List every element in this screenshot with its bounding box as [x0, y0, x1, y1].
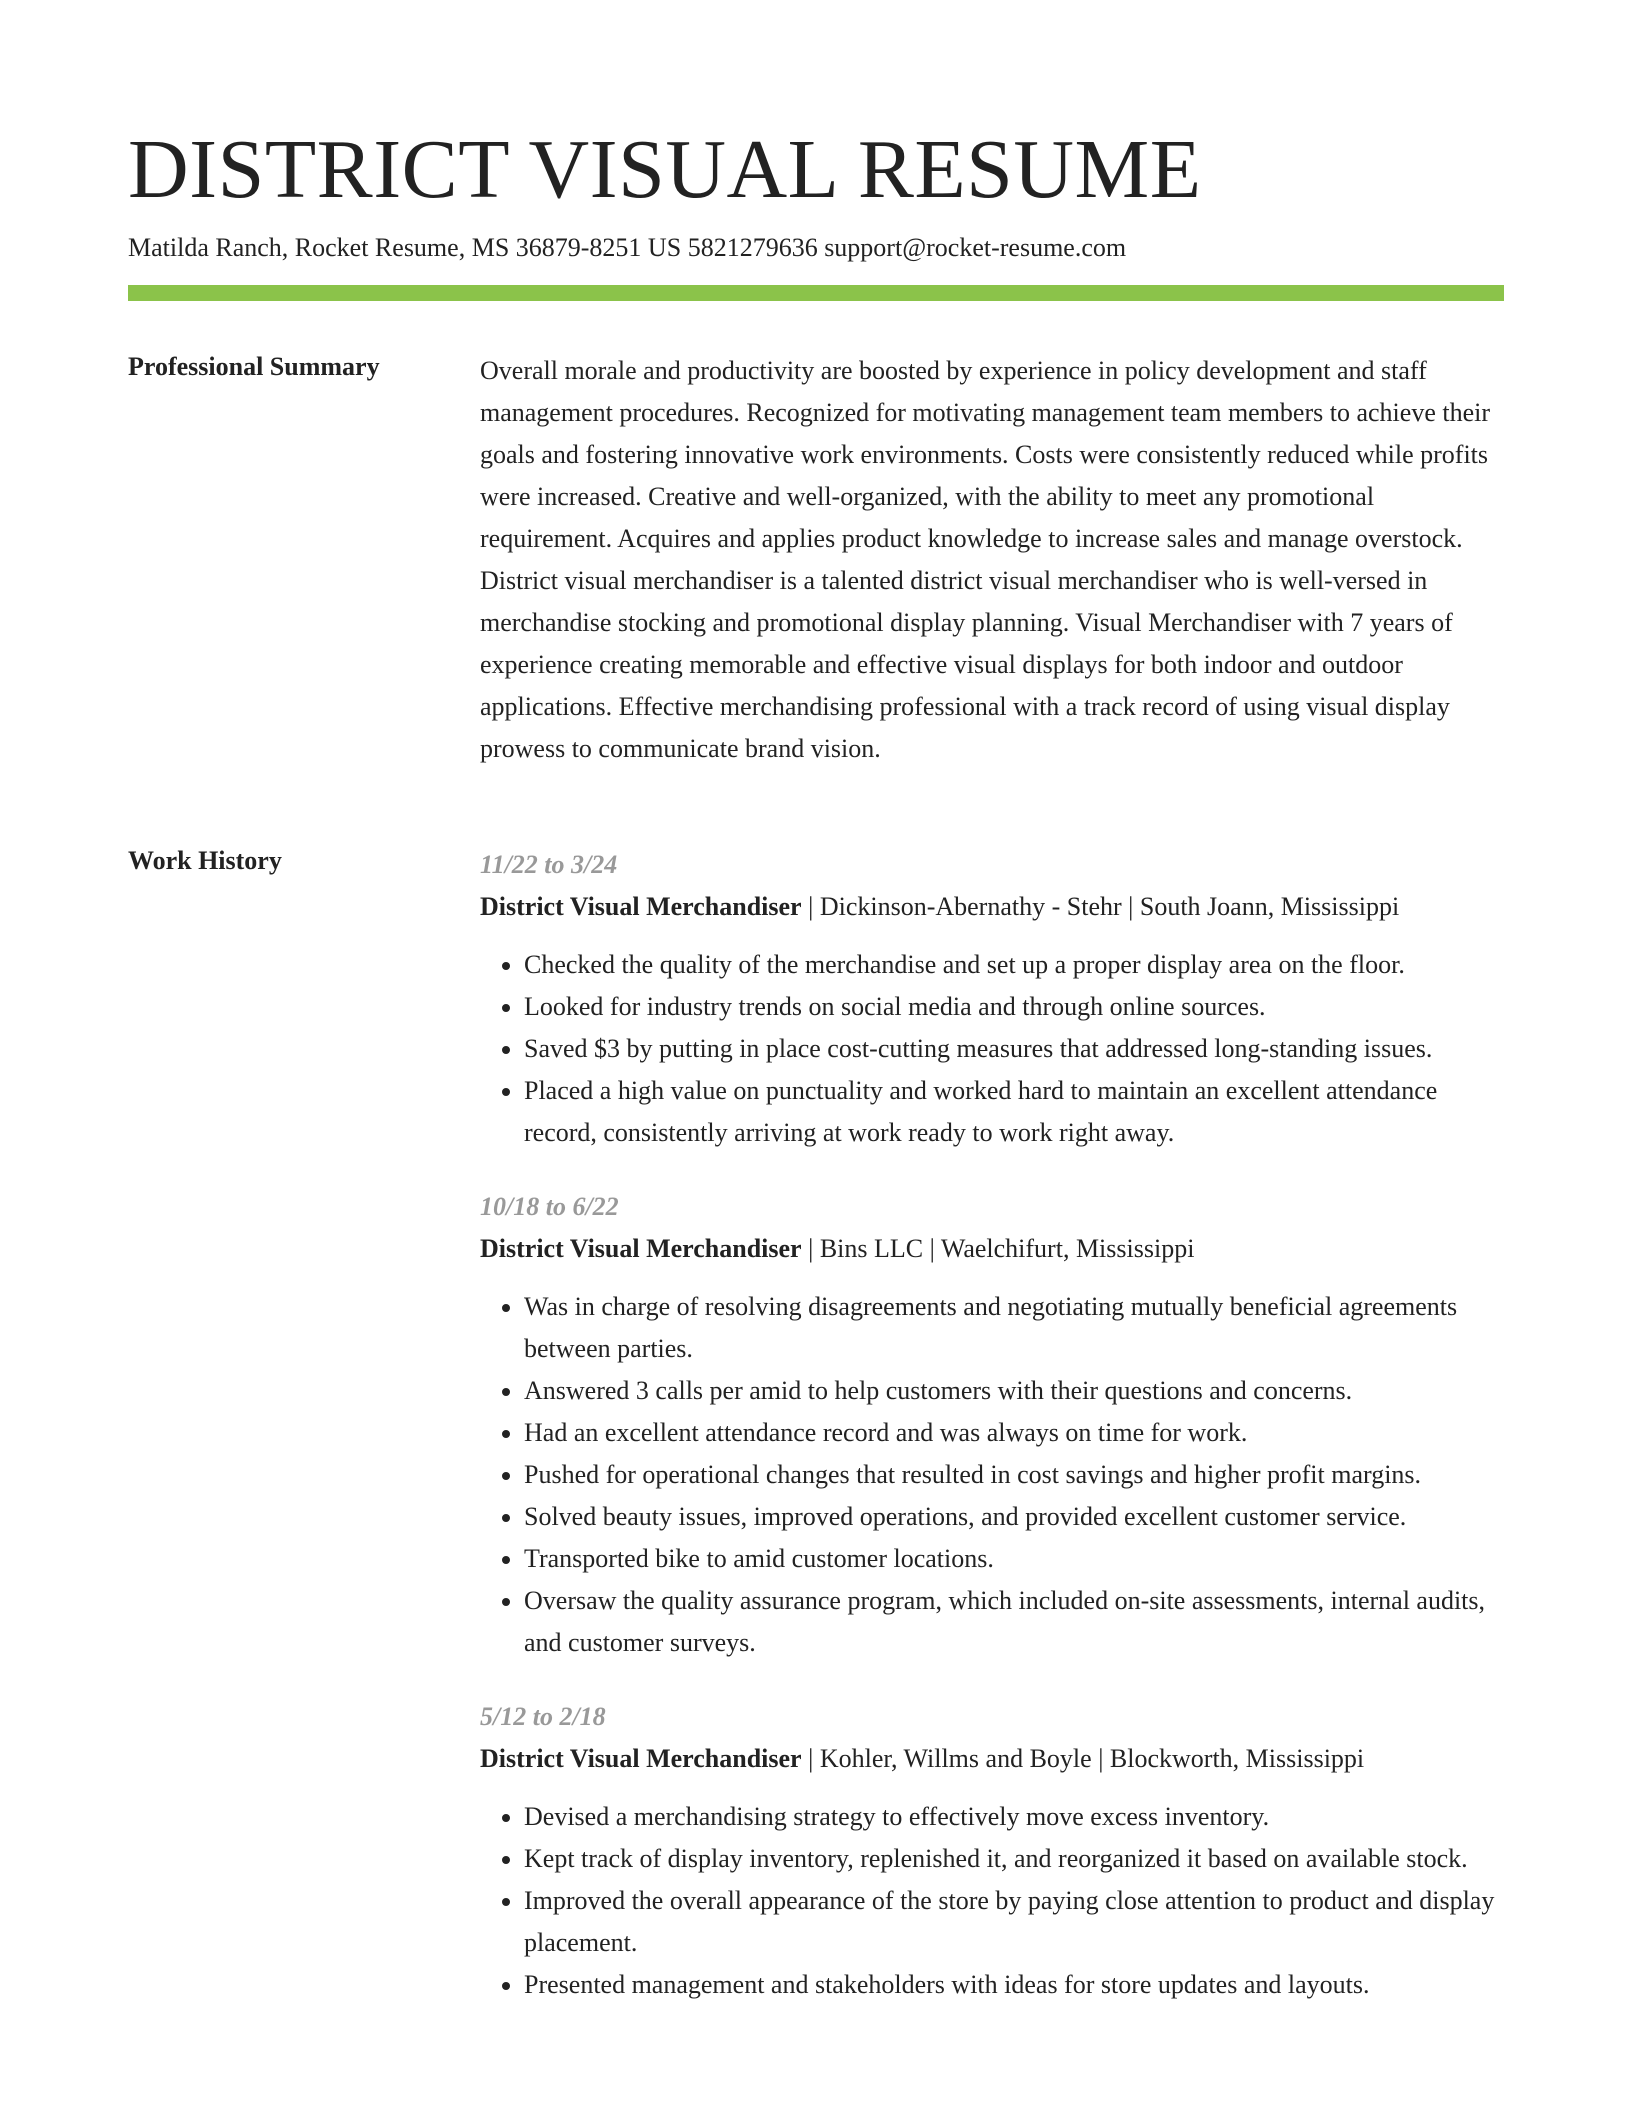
- job-heading: [480, 886, 1510, 928]
- work-history-section-label: Work History: [128, 846, 282, 875]
- job-location: South Joann, Mississippi: [1139, 892, 1400, 921]
- contact-phone: 5821279636: [687, 233, 818, 262]
- job-separator: |: [1128, 892, 1134, 921]
- job-bullet: • Placed a high value on punctuality and worked hard to maintain an excellent attendance record, consistently arriving at work ready to work right away.: [524, 1070, 1510, 1154]
- job-bullet: • Oversaw the quality assurance program, which included on-site assessments, internal audits, and customer surveys.: [524, 1580, 1510, 1664]
- job-title: District Visual Merchandiser: [480, 1234, 802, 1263]
- job-separator: |: [808, 1234, 814, 1263]
- job-bullet: • Was in charge of resolving disagreements and negotiating mutually beneficial agreements between parties.: [524, 1286, 1510, 1370]
- job-entry: [480, 1696, 1510, 2006]
- job-bullet: • Solved beauty issues, improved operations, and provided excellent customer service.: [524, 1496, 1510, 1538]
- job-separator: |: [808, 1744, 814, 1773]
- job-bullet-list: [480, 1286, 1510, 1664]
- job-bullet: • Improved the overall appearance of the store by paying close attention to product and display placement.: [524, 1880, 1510, 1964]
- job-separator: |: [808, 892, 814, 921]
- job-bullet: • Presented management and stakeholders with ideas for store updates and layouts.: [524, 1964, 1510, 2006]
- job-bullet-list: [480, 944, 1510, 1154]
- job-bullet: • Had an excellent attendance record and was always on time for work.: [524, 1412, 1510, 1454]
- job-company: Kohler, Willms and Boyle: [819, 1744, 1092, 1773]
- job-bullet: • Devised a merchandising strategy to effectively move excess inventory.: [524, 1796, 1510, 1838]
- contact-email: support@rocket-resume.com: [824, 233, 1127, 262]
- job-heading: [480, 1228, 1510, 1270]
- job-entry: [480, 1186, 1510, 1664]
- job-location: Blockworth, Mississippi: [1109, 1744, 1365, 1773]
- job-bullet: • Checked the quality of the merchandise and set up a proper display area on the floor.: [524, 944, 1510, 986]
- job-location: Waelchifurt, Mississippi: [940, 1234, 1195, 1263]
- job-entry: [480, 844, 1510, 1154]
- job-bullet: • Saved $3 by putting in place cost-cutting measures that addressed long-standing issues.: [524, 1028, 1510, 1070]
- job-dates: 5/12 to 2/18: [480, 1702, 606, 1731]
- job-dates: 11/22 to 3/24: [480, 850, 618, 879]
- job-separator: |: [1098, 1744, 1104, 1773]
- job-heading: [480, 1738, 1510, 1780]
- job-title: District Visual Merchandiser: [480, 892, 802, 921]
- resume-title: DISTRICT VISUAL RESUME: [128, 123, 1202, 216]
- work-history-list: [480, 844, 1510, 2038]
- job-bullet: • Answered 3 calls per amid to help customers with their questions and concerns.: [524, 1370, 1510, 1412]
- job-bullet: • Pushed for operational changes that resulted in cost savings and higher profit margins.: [524, 1454, 1510, 1496]
- job-title: District Visual Merchandiser: [480, 1744, 802, 1773]
- contact-address: Matilda Ranch, Rocket Resume, MS 36879-8251 US: [128, 233, 682, 262]
- job-dates: 10/18 to 6/22: [480, 1192, 619, 1221]
- job-company: Bins LLC: [819, 1234, 924, 1263]
- summary-text: Overall morale and productivity are boosted by experience in policy development and staff management procedures. Recognized for motivating management team members to achieve their goals and fostering innovative work environments. Costs were consistently reduced while profits were increased. Creative and well-organized, with the ability to meet any promotional requirement. Acquires and applies product knowledge to increase sales and manage overstock. District visual merchandiser is a talented district visual merchandiser who is well-versed in merchandise stocking and promotional display planning. Visual Merchandiser with 7 years of experience creating memorable and effective visual displays for both indoor and outdoor applications. Effective merchandising professional with a track record of using visual display prowess to communicate brand vision.: [480, 356, 1491, 763]
- job-bullet: • Looked for industry trends on social media and through online sources.: [524, 986, 1510, 1028]
- job-company: Dickinson-Abernathy - Stehr: [819, 892, 1122, 921]
- job-bullet-list: [480, 1796, 1510, 2006]
- job-bullet: • Transported bike to amid customer locations.: [524, 1538, 1510, 1580]
- job-separator: |: [929, 1234, 935, 1263]
- job-bullet: • Kept track of display inventory, replenished it, and reorganized it based on available stock.: [524, 1838, 1510, 1880]
- summary-section-label: Professional Summary: [128, 352, 380, 381]
- contact-line: [128, 230, 1126, 266]
- header-divider: [128, 285, 1504, 301]
